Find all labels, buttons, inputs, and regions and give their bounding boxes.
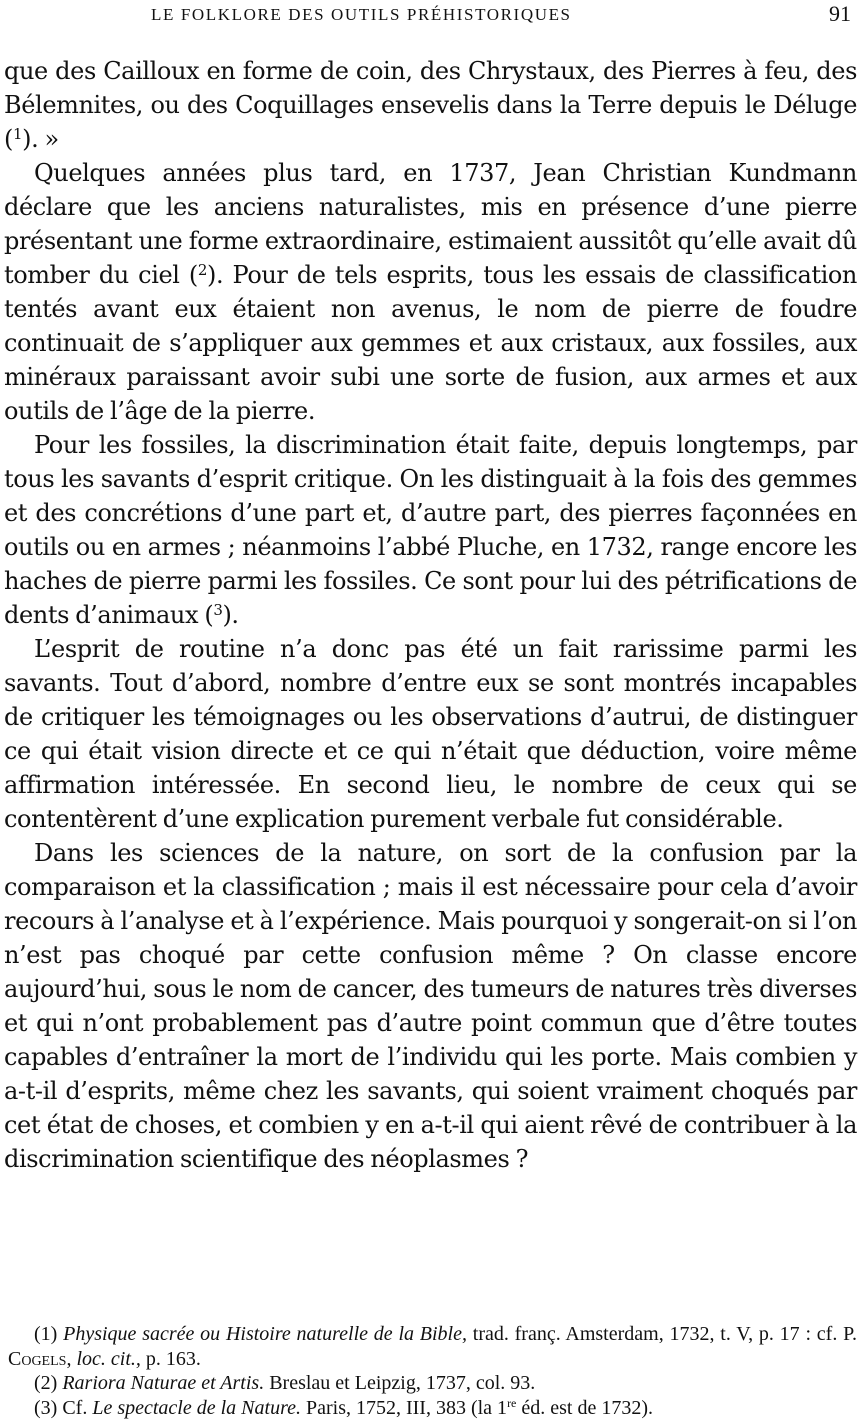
page-number: 91 <box>829 1 851 26</box>
footnote-1-text-a: trad. franç. Amsterdam, 1732, t. V, p. 17 : cf. P. <box>467 1323 858 1345</box>
paragraph-2-text-b: ). Pour de tels esprits, tous les essais de classification tentés avant eux étaient non avenus, le nom de pierre de foudre continuait de s’appliquer aux gemmes et aux cristaux, aux fossiles, aux minéraux paraissant avoir subi une sorte de fusion, aux armes et aux outils de l’âge de la pierre. <box>4 261 857 425</box>
footnotes <box>8 1322 857 1420</box>
paragraph-3-tail: ). <box>222 601 239 629</box>
paragraph-1-tail: ). » <box>22 125 59 153</box>
running-header <box>0 0 861 30</box>
footnote-1-ref-title: loc. cit., <box>76 1347 141 1370</box>
footnote-3-title: Le spectacle de la Nature. <box>92 1396 301 1419</box>
paragraph-4: L’esprit de routine n’a donc pas été un fait rarissime parmi les savants. Tout d’abord, nombre d’entre eux se sont montrés incapables de critiquer les témoignages ou les observations d’autrui, de distinguer ce qui était vision directe et ce qui n’était que déduction, voire même affirmation intéressée. En second lieu, le nombre de ceux qui se contentèrent d’une explication purement verbale fut considérable. <box>4 635 857 833</box>
paragraph-3-text: Pour les fossiles, la discrimination était faite, depuis longtemps, par tous les savants d’esprit critique. On les distinguait à la fois des gemmes et des concrétions d’une part et, d’autre part, des pierres façonnées en outils ou en armes ; néanmoins l’abbé Pluche, en 1732, range encore les haches de pierre parmi les fossiles. Ce sont pour lui des pétrifications de dents d’animaux ( <box>4 431 857 629</box>
footnote-2-number: (2) <box>34 1372 58 1394</box>
footnote-1-text-c: p. 163. <box>140 1347 201 1370</box>
footnote-2 <box>8 1371 857 1396</box>
footnote-3-prefix: Cf. <box>57 1396 93 1419</box>
footnote-ref-1: 1 <box>12 125 23 143</box>
footnote-3-text-a: Paris, 1752, III, 383 (la 1 <box>300 1396 508 1419</box>
footnote-3-text-b: éd. est de 1732). <box>516 1396 654 1419</box>
footnote-1-author: Cogels <box>8 1347 67 1370</box>
footnote-2-title: Rariora Naturae et Artis. <box>62 1372 265 1394</box>
footnote-1-number: (1) <box>34 1323 58 1345</box>
footnote-1-text-b: , <box>66 1347 77 1370</box>
footnote-1-title: Physique sacrée ou Histoire naturelle de la Bible, <box>63 1323 467 1345</box>
footnote-ref-2: 2 <box>197 261 208 279</box>
footnote-3-superscript: re <box>507 1395 517 1410</box>
main-text <box>4 54 857 1176</box>
footnote-3-number: (3) <box>34 1396 58 1419</box>
footnote-ref-3: 3 <box>213 601 223 619</box>
running-title: LE FOLKLORE DES OUTILS PRÉHISTORIQUES <box>151 5 572 24</box>
paragraph-2-text-a: Quelques années plus tard, en 1737, Jean Christian Kundmann déclare que les anciens naturalistes, mis en présence d’une pierre présentant une forme extraordinaire, estimaient aussitôt qu’elle avait dû tomber du ciel ( <box>4 159 857 289</box>
footnote-2-text-a: Breslau et Leipzig, 1737, col. 93. <box>264 1372 536 1394</box>
footnote-3 <box>8 1396 857 1421</box>
footnote-1 <box>8 1322 857 1371</box>
paragraph-2 <box>4 156 857 428</box>
paragraph-1 <box>4 54 857 156</box>
paragraph-3 <box>4 428 857 632</box>
paragraph-1-text: que des Cailloux en forme de coin, des Chrystaux, des Pierres à feu, des Bélemnites, ou des Coquillages ensevelis dans la Terre depuis le Déluge ( <box>4 57 857 153</box>
paragraph-5: Dans les sciences de la nature, on sort de la confusion par la comparaison et la classification ; mais il est nécessaire pour cela d’avoir recours à l’analyse et à l’expérience. Mais pourquoi y songerait-on si l’on n’est pas choqué par cette confusion même ? On classe encore aujourd’hui, sous le nom de cancer, des tumeurs de natures très diverses et qui n’ont probablement pas d’autre point commun que d’être toutes capables d’entraîner la mort de l’individu qui les porte. Mais combien y a-t-il d’esprits, même chez les savants, qui soient vraiment choqués par cet état de choses, et combien y en a-t-il qui aient rêvé de contribuer à la discrimination scientifique des néoplasmes ? <box>4 839 857 1173</box>
